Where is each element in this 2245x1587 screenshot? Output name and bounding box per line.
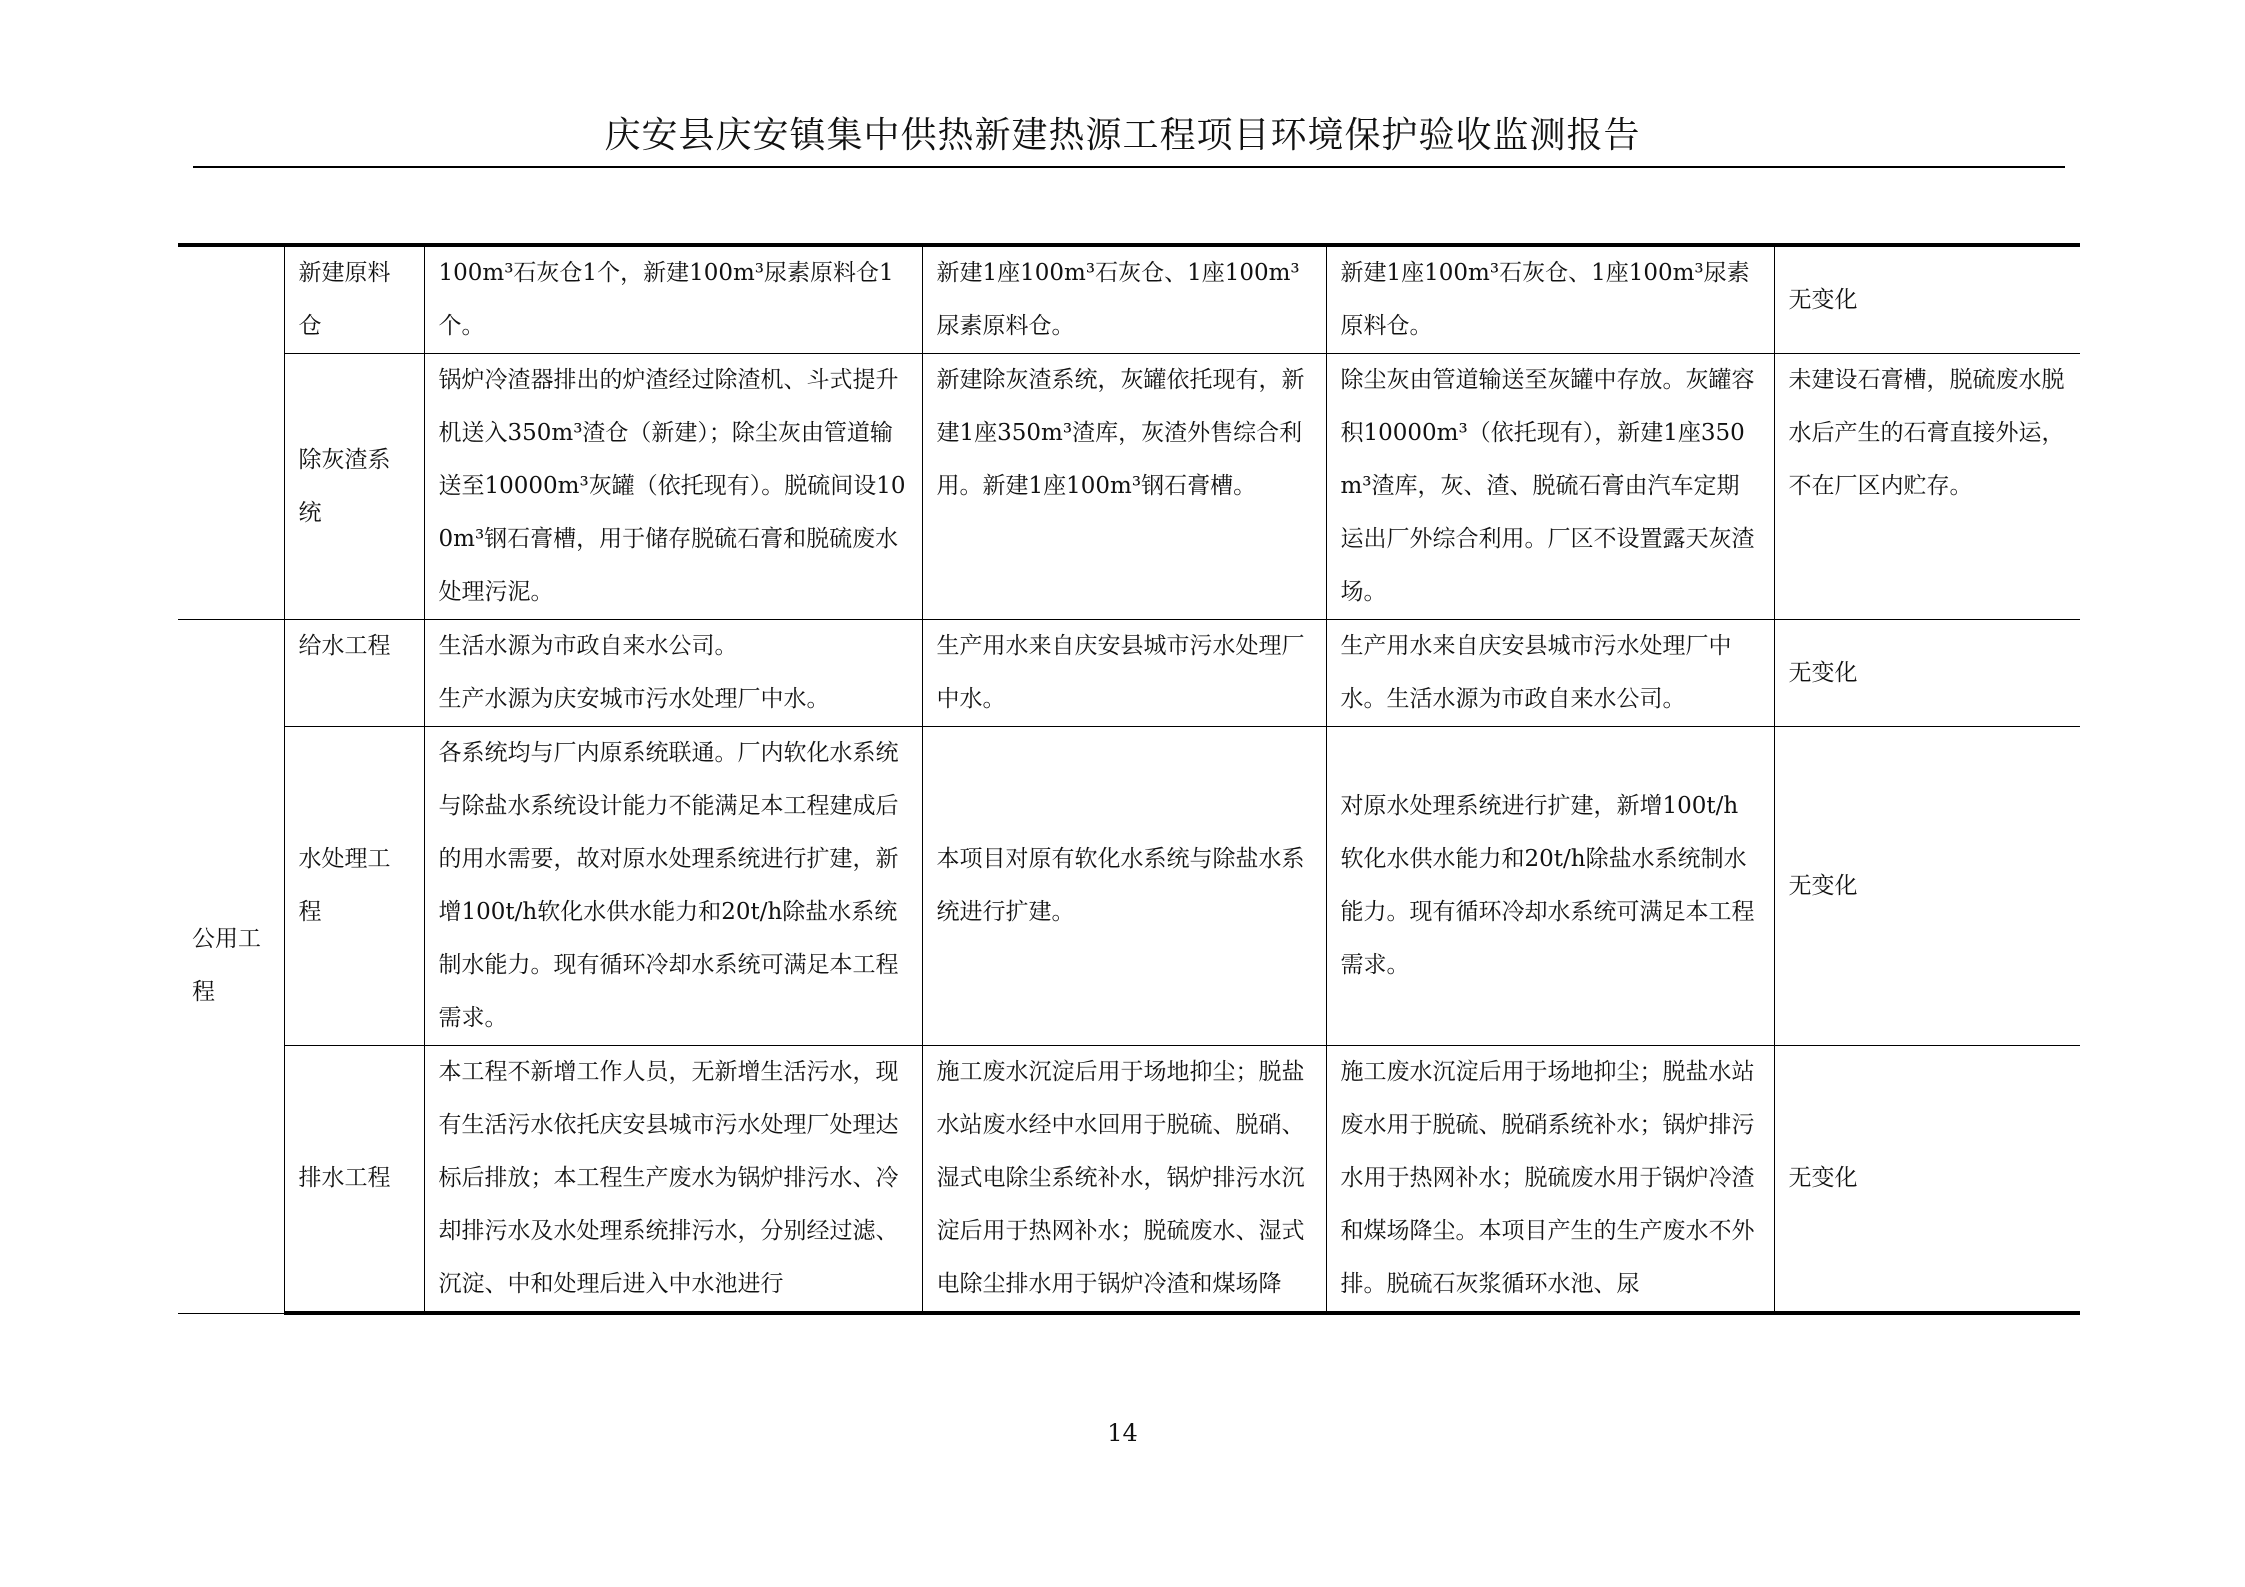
design-cell: 新建1座100m³石灰仓、1座100m³尿素原料仓。 bbox=[922, 245, 1326, 354]
eia-cell: 生活水源为市政自来水公司。 生产水源为庆安城市污水处理厂中水。 bbox=[424, 620, 922, 727]
actual-cell: 对原水处理系统进行扩建，新增100t/h软化水供水能力和20t/h除盐水系统制水能力。现有循环冷却水系统可满足本工程需求。 bbox=[1326, 727, 1774, 1046]
category-cell: 公用工程 bbox=[178, 620, 284, 1314]
change-cell: 无变化 bbox=[1774, 620, 2080, 727]
item-cell: 排水工程 bbox=[284, 1046, 424, 1314]
eia-cell: 各系统均与厂内原系统联通。厂内软化水系统与除盐水系统设计能力不能满足本工程建成后的用水需要，故对原水处理系统进行扩建，新增100t/h软化水供水能力和20t/h除盐水系统制水能力。现有循环冷却水系统可满足本工程需求。 bbox=[424, 727, 922, 1046]
item-cell: 除灰渣系统 bbox=[284, 354, 424, 620]
item-cell: 新建原料仓 bbox=[284, 245, 424, 354]
change-cell: 无变化 bbox=[1774, 727, 2080, 1046]
eia-cell: 100m³石灰仓1个，新建100m³尿素原料仓1个。 bbox=[424, 245, 922, 354]
page-title: 庆安县庆安镇集中供热新建热源工程项目环境保护验收监测报告 bbox=[604, 115, 1641, 156]
item-cell: 给水工程 bbox=[284, 620, 424, 727]
eia-cell: 锅炉冷渣器排出的炉渣经过除渣机、斗式提升机送入350m³渣仓（新建）；除尘灰由管道输送至10000m³灰罐（依托现有）。脱硫间设100m³钢石膏槽，用于储存脱硫石膏和脱硫废水处理污泥。 bbox=[424, 354, 922, 620]
change-cell: 无变化 bbox=[1774, 245, 2080, 354]
design-cell: 施工废水沉淀后用于场地抑尘；脱盐水站废水经中水回用于脱硫、脱硝、湿式电除尘系统补水，锅炉排污水沉淀后用于热网补水；脱硫废水、湿式电除尘排水用于锅炉冷渣和煤场降 bbox=[936, 1059, 1305, 1297]
eia-cell: 本工程不新增工作人员，无新增生活污水，现有生活污水依托庆安县城市污水处理厂处理达标后排放；本工程生产废水为锅炉排污水、冷却排污水及水处理系统排污水，分别经过滤、沉淀、中和处理后进入中水池进行 bbox=[438, 1059, 899, 1297]
table-row bbox=[178, 620, 2080, 727]
table-row bbox=[178, 354, 2080, 620]
actual-cell: 新建1座100m³石灰仓、1座100m³尿素原料仓。 bbox=[1326, 245, 1774, 354]
actual-cell: 施工废水沉淀后用于场地抑尘；脱盐水站废水用于脱硫、脱硝系统补水；锅炉排污水用于热网补水；脱硫废水用于锅炉冷渣和煤场降尘。本项目产生的生产废水不外排。脱硫石灰浆循环水池、尿 bbox=[1340, 1059, 1755, 1297]
comparison-table bbox=[178, 243, 2080, 1315]
actual-cell: 生产用水来自庆安县城市污水处理厂中水。生活水源为市政自来水公司。 bbox=[1326, 620, 1774, 727]
design-cell: 本项目对原有软化水系统与除盐水系统进行扩建。 bbox=[922, 727, 1326, 1046]
header-rule bbox=[193, 166, 2065, 168]
page-number: 14 bbox=[1107, 1419, 1138, 1447]
actual-cell: 除尘灰由管道输送至灰罐中存放。灰罐容积10000m³（依托现有），新建1座350m³渣库，灰、渣、脱硫石膏由汽车定期运出厂外综合利用。厂区不设置露天灰渣场。 bbox=[1326, 354, 1774, 620]
item-cell: 水处理工程 bbox=[284, 727, 424, 1046]
change-cell: 未建设石膏槽，脱硫废水脱水后产生的石膏直接外运，不在厂区内贮存。 bbox=[1774, 354, 2080, 620]
table-row bbox=[178, 245, 2080, 354]
design-cell: 新建除灰渣系统，灰罐依托现有，新建1座350m³渣库，灰渣外售综合利用。新建1座100m³钢石膏槽。 bbox=[922, 354, 1326, 620]
category-cell bbox=[178, 245, 284, 620]
table-row bbox=[178, 1046, 2080, 1314]
table-row bbox=[178, 727, 2080, 1046]
design-cell: 生产用水来自庆安县城市污水处理厂中水。 bbox=[922, 620, 1326, 727]
change-cell: 无变化 bbox=[1774, 1046, 2080, 1314]
